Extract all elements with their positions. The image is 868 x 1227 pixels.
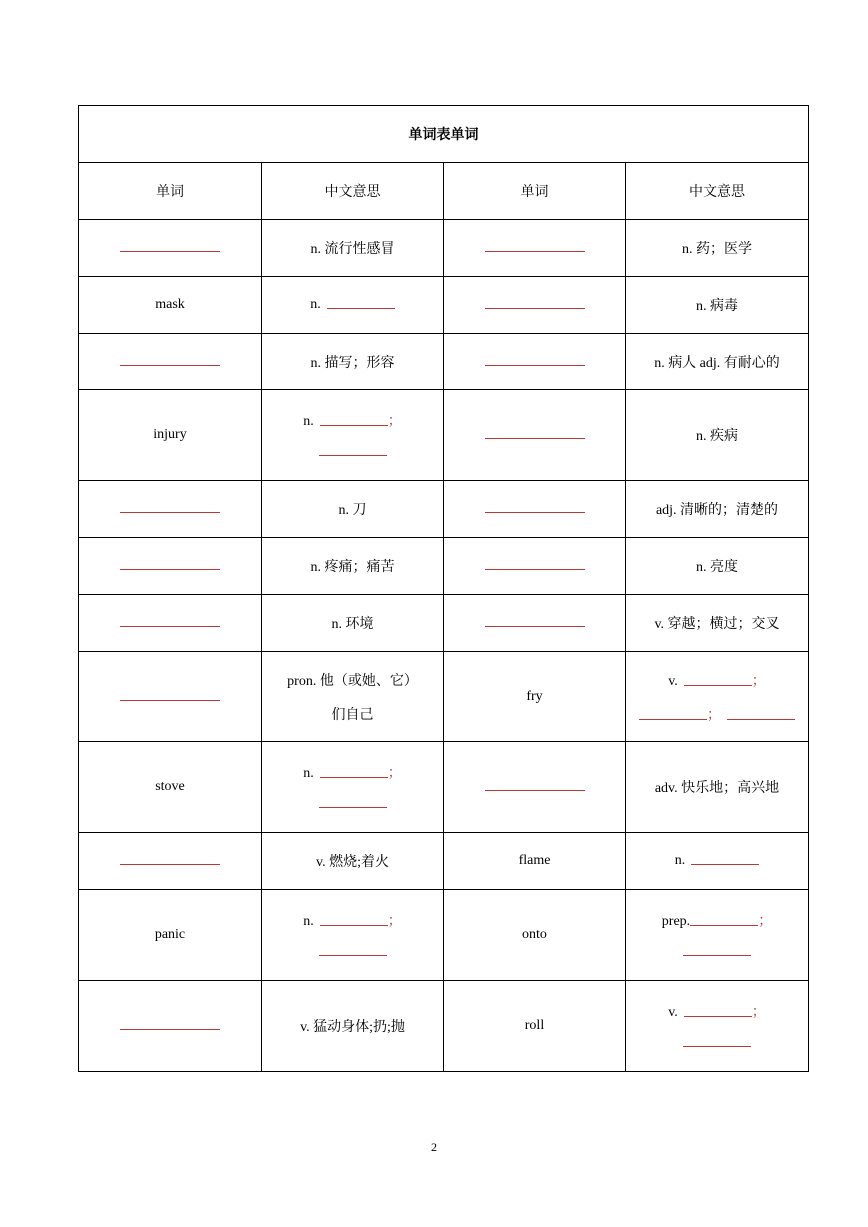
table-row bbox=[79, 652, 809, 742]
meaning-blank[interactable] bbox=[320, 769, 388, 778]
semicolon: ； bbox=[387, 414, 402, 429]
meaning-cell: n. 病人 adj. 有耐心的 bbox=[626, 334, 809, 390]
table-row bbox=[79, 277, 809, 334]
word-blank[interactable] bbox=[485, 430, 585, 439]
meaning-cell: n. 亮度 bbox=[626, 538, 809, 595]
meaning-blank[interactable] bbox=[690, 917, 758, 926]
word-cell: stove bbox=[79, 742, 262, 833]
header-row bbox=[79, 163, 809, 220]
vocabulary-table bbox=[78, 105, 809, 1072]
word-blank[interactable] bbox=[485, 561, 585, 570]
table-row bbox=[79, 220, 809, 277]
meaning-blank[interactable] bbox=[727, 711, 795, 720]
word-blank[interactable] bbox=[120, 692, 220, 701]
semicolon: ； bbox=[387, 766, 402, 781]
meaning-cell: n. 病毒 bbox=[626, 277, 809, 334]
meaning-cell: n. 环境 bbox=[262, 595, 444, 652]
table-row bbox=[79, 334, 809, 390]
meaning-cell bbox=[262, 652, 444, 742]
header-word-2: 单词 bbox=[444, 163, 626, 220]
pos-label: n. bbox=[303, 914, 314, 929]
table-row bbox=[79, 538, 809, 595]
meaning-blank[interactable] bbox=[683, 1038, 751, 1047]
meaning-cell: v. 猛动身体;扔;抛 bbox=[262, 981, 444, 1072]
word-cell: panic bbox=[79, 890, 262, 981]
word-blank[interactable] bbox=[120, 243, 220, 252]
meaning-blank[interactable] bbox=[327, 300, 395, 309]
table-row bbox=[79, 981, 809, 1072]
word-cell: onto bbox=[444, 890, 626, 981]
meaning-cell: n. 流行性感冒 bbox=[262, 220, 444, 277]
header-meaning-1: 中文意思 bbox=[262, 163, 444, 220]
meaning-cell: v. 穿越；横过；交叉 bbox=[626, 595, 809, 652]
word-blank[interactable] bbox=[120, 504, 220, 513]
meaning-blank[interactable] bbox=[684, 677, 752, 686]
pos-label: prep. bbox=[661, 914, 691, 929]
word-blank[interactable] bbox=[485, 300, 585, 309]
table-row bbox=[79, 390, 809, 481]
semicolon: ； bbox=[758, 914, 773, 929]
word-blank[interactable] bbox=[120, 1021, 220, 1030]
pos-label: n. bbox=[303, 766, 314, 781]
table-row bbox=[79, 890, 809, 981]
meaning-blank[interactable] bbox=[319, 947, 387, 956]
semicolon: ； bbox=[707, 707, 721, 723]
meaning-cell: v. 燃烧;着火 bbox=[262, 833, 444, 890]
word-cell: fry bbox=[444, 652, 626, 742]
meaning-blank[interactable] bbox=[684, 1008, 752, 1017]
word-blank[interactable] bbox=[120, 618, 220, 627]
word-blank[interactable] bbox=[485, 782, 585, 791]
page-number: 2 bbox=[431, 1140, 437, 1154]
word-cell: flame bbox=[444, 833, 626, 890]
meaning-cell: n. 疾病 bbox=[626, 390, 809, 481]
meaning-cell: adv. 快乐地；高兴地 bbox=[626, 742, 809, 833]
word-blank[interactable] bbox=[120, 856, 220, 865]
table-row bbox=[79, 833, 809, 890]
table-row bbox=[79, 481, 809, 538]
word-blank[interactable] bbox=[120, 357, 220, 366]
semicolon: ； bbox=[751, 1005, 766, 1020]
table-row bbox=[79, 595, 809, 652]
header-word-1: 单词 bbox=[79, 163, 262, 220]
meaning-cell: n. 刀 bbox=[262, 481, 444, 538]
semicolon: ； bbox=[387, 914, 402, 929]
semicolon: ； bbox=[751, 673, 766, 689]
meaning-blank[interactable] bbox=[691, 856, 759, 865]
table-title: 单词表单词 bbox=[79, 106, 809, 163]
word-cell: injury bbox=[79, 390, 262, 481]
meaning-cell: adj. 清晰的；清楚的 bbox=[626, 481, 809, 538]
meaning-cell: n. 药；医学 bbox=[626, 220, 809, 277]
word-blank[interactable] bbox=[120, 561, 220, 570]
meaning-blank[interactable] bbox=[639, 711, 707, 720]
pos-label: n. bbox=[310, 297, 321, 312]
meaning-line-1: pron. 他（或她、它） bbox=[287, 673, 418, 689]
meaning-blank[interactable] bbox=[320, 917, 388, 926]
meaning-blank[interactable] bbox=[319, 447, 387, 456]
meaning-line-2: 们自己 bbox=[331, 707, 374, 723]
word-blank[interactable] bbox=[485, 618, 585, 627]
word-blank[interactable] bbox=[485, 357, 585, 366]
pos-label: n. bbox=[674, 853, 686, 868]
pos-label: v. bbox=[668, 673, 678, 689]
meaning-blank[interactable] bbox=[320, 417, 388, 426]
word-cell: mask bbox=[79, 277, 262, 334]
meaning-blank[interactable] bbox=[319, 799, 387, 808]
word-blank[interactable] bbox=[485, 243, 585, 252]
meaning-blank[interactable] bbox=[683, 947, 751, 956]
meaning-cell: n. 疼痛；痛苦 bbox=[262, 538, 444, 595]
word-cell: roll bbox=[444, 981, 626, 1072]
table-row bbox=[79, 742, 809, 833]
header-meaning-2: 中文意思 bbox=[626, 163, 809, 220]
meaning-cell: n. 描写；形容 bbox=[262, 334, 444, 390]
pos-label: n. bbox=[303, 414, 314, 429]
word-blank[interactable] bbox=[485, 504, 585, 513]
pos-label: v. bbox=[668, 1005, 678, 1020]
